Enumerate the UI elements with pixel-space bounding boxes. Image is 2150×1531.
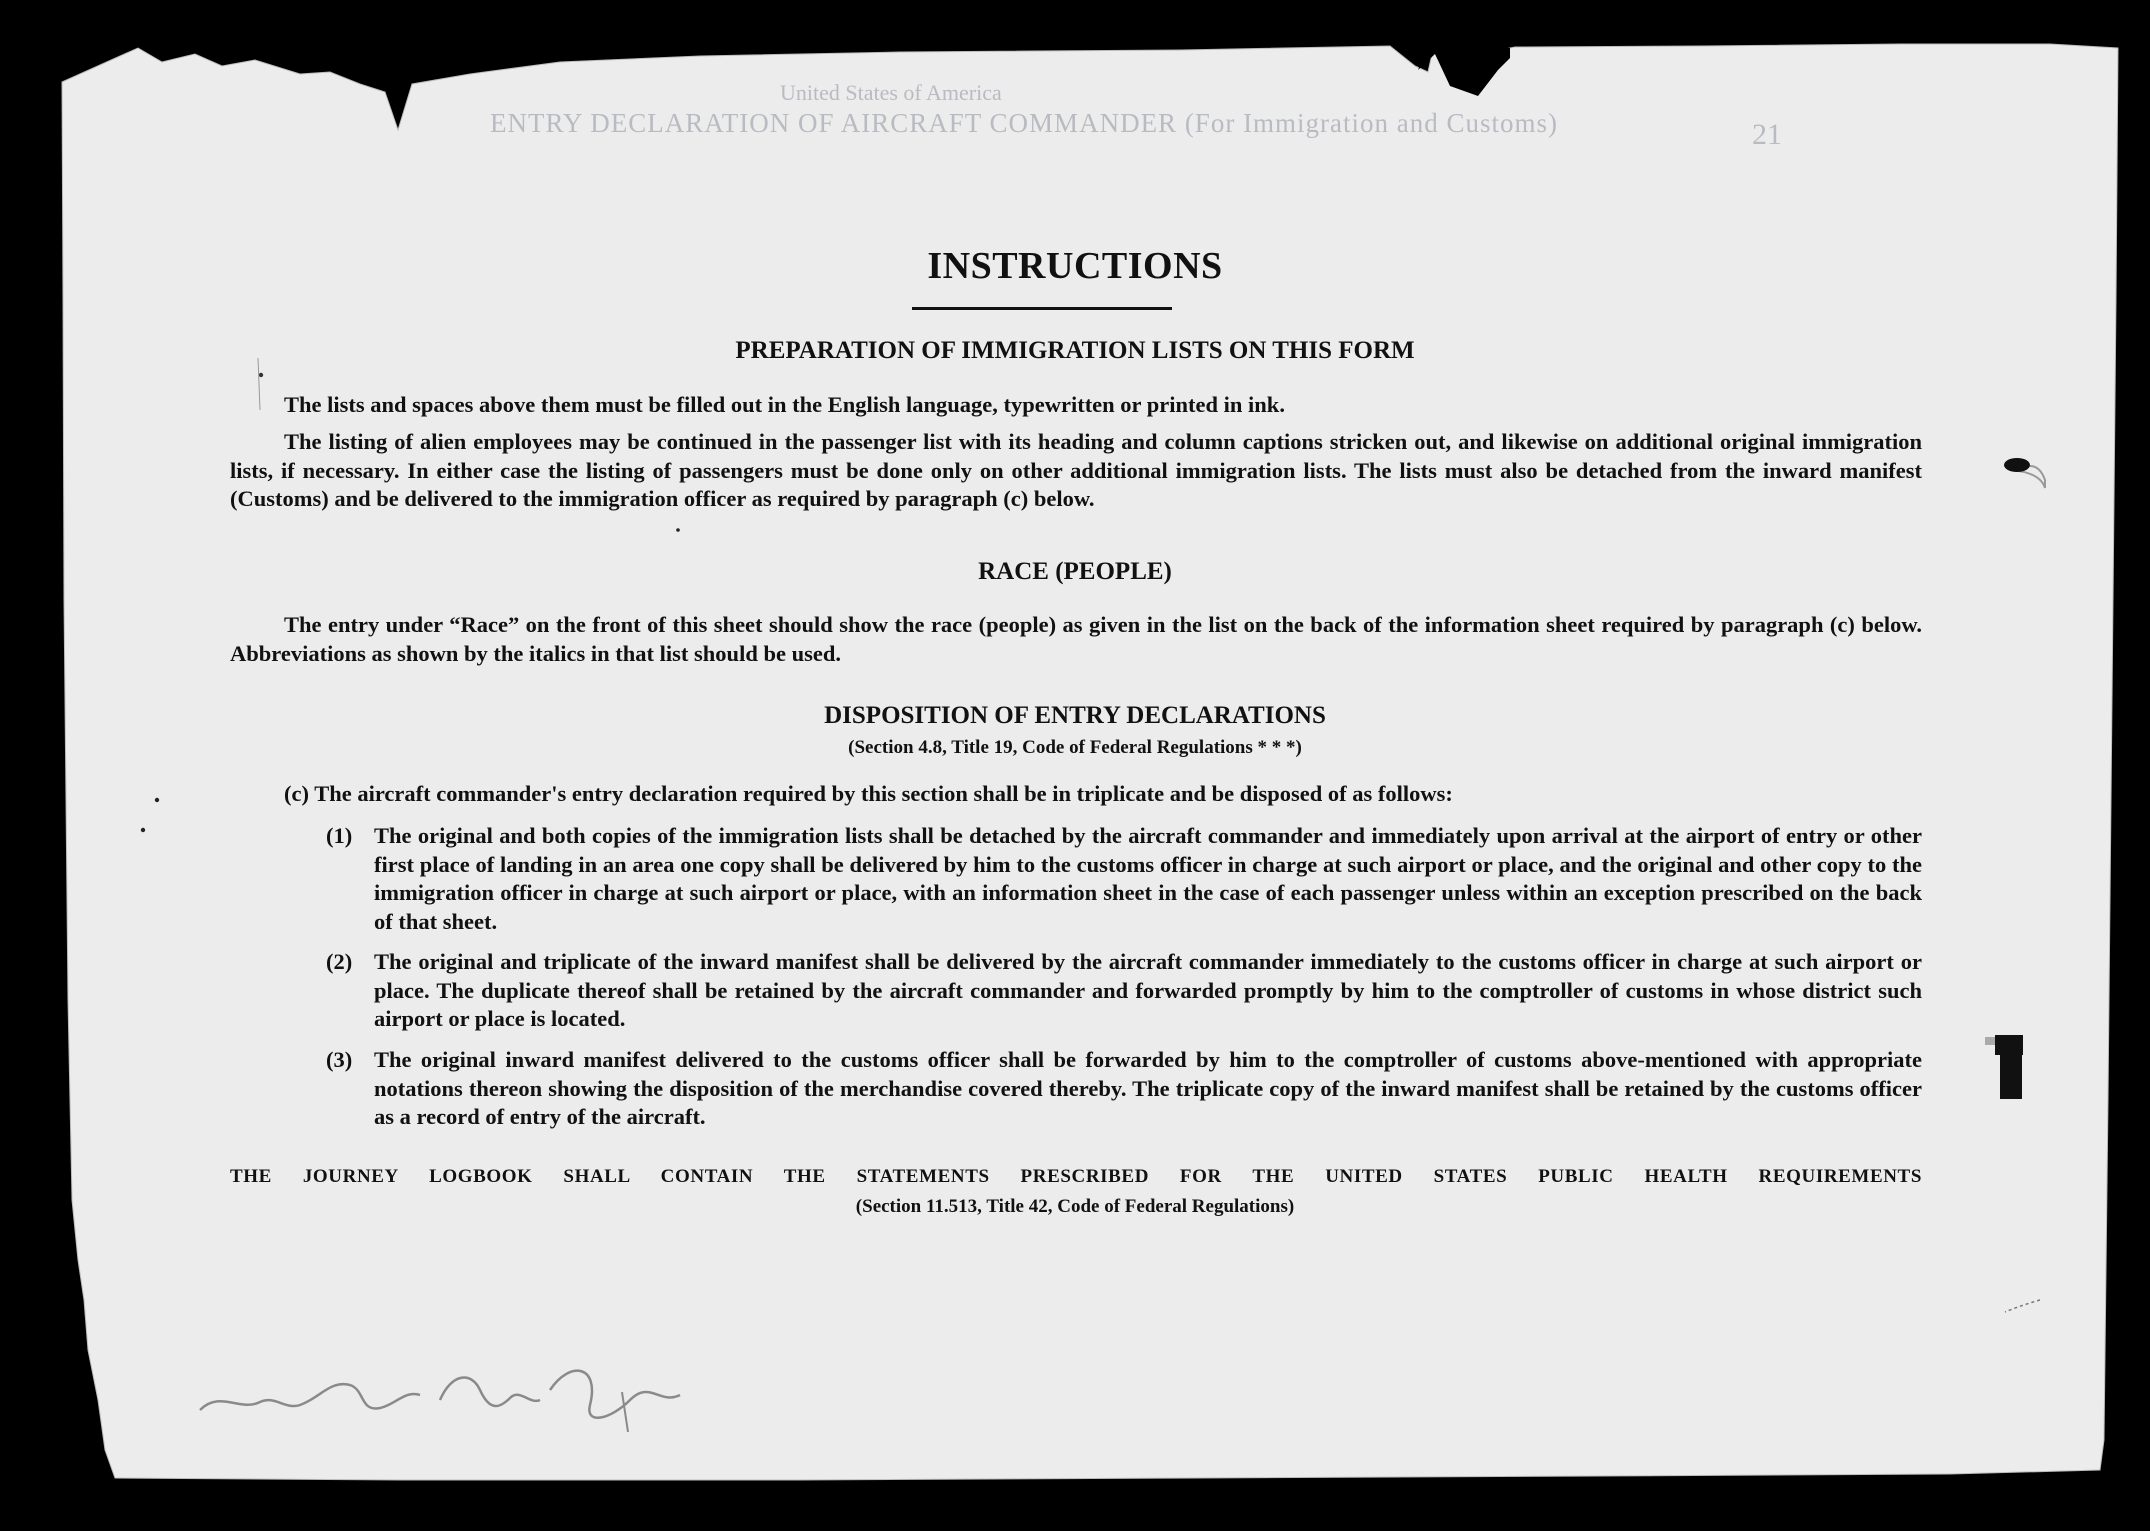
disposition-intro: (c) The aircraft commander's entry declaration required by this section shall be in triplicate and be disposed of as follows: <box>284 781 1453 806</box>
disposition-item <box>326 822 1922 936</box>
race-heading: RACE (PEOPLE) <box>978 558 1172 585</box>
document-title: INSTRUCTIONS <box>927 245 1223 287</box>
item-number: (2) <box>326 949 353 974</box>
item-text: The original and triplicate of the inward manifest shall be delivered by the aircraft commander immediately to the customs officer in charge at such airport or place. The duplicate thereof shall be retained by the aircraft commander and forwarded promptly by him to the comptroller of customs in whose district such airport or place is located. <box>374 949 1922 1031</box>
disposition-item <box>326 948 1922 1034</box>
bleed-through-country: United States of America <box>780 80 1002 105</box>
item-text: The original inward manifest delivered to the customs officer shall be forwarded by him to the comptroller of customs above-mentioned with appropriate notations thereon showing the disposition of the merchandise covered thereby. The triplicate copy of the inward manifest shall be retained by the customs officer as a record of entry of the aircraft. <box>374 1047 1922 1129</box>
item-number: (1) <box>326 823 353 848</box>
handwritten-signature <box>190 1350 710 1440</box>
disposition-heading: DISPOSITION OF ENTRY DECLARATIONS <box>824 702 1326 729</box>
disposition-item <box>326 1046 1922 1132</box>
immigration-lists-heading: PREPARATION OF IMMIGRATION LISTS ON THIS FORM <box>735 337 1415 364</box>
race-paragraph: The entry under “Race” on the front of this sheet should show the race (people) as given in the list on the back of the information sheet required by paragraph (c) below. Abbreviations as shown by the italics in that list should be used. <box>230 612 1922 666</box>
immigration-lists-paragraph-2: The listing of alien employees may be continued in the passenger list with its heading and column captions stricken out, and likewise on additional original immigration lists, if necessary. In either case the listing of passengers must be done only on other additional immigration lists. The lists must also be detached from the inward manifest (Customs) and be delivered to the immigration officer as required by paragraph (c) below. <box>230 429 1922 511</box>
title-underline <box>912 307 1172 310</box>
bleed-through-form-title: ENTRY DECLARATION OF AIRCRAFT COMMANDER (For Immigration and Customs) <box>490 108 1559 138</box>
footer-health-requirements: THE JOURNEY LOGBOOK SHALL CONTAIN THE STATEMENTS PRESCRIBED FOR THE UNITED STATES PUBLIC HEALTH REQUIREMENTS <box>230 1166 1922 1187</box>
bleed-through-page-number: 21 <box>1752 118 1782 151</box>
item-number: (3) <box>326 1047 353 1072</box>
footer-citation: (Section 11.513, Title 42, Code of Federal Regulations) <box>855 1196 1295 1217</box>
immigration-lists-paragraph-1: The lists and spaces above them must be filled out in the English language, typewritten or printed in ink. <box>284 392 1285 417</box>
disposition-citation: (Section 4.8, Title 19, Code of Federal Regulations * * *) <box>848 737 1302 758</box>
item-text: The original and both copies of the immigration lists shall be detached by the aircraft commander and immediately upon arrival at the airport of entry or other first place of landing in an area one copy shall be delivered by him to the customs officer in charge at such airport or place, and the original and other copy to the immigration officer in charge at such airport or place, with an information sheet in the case of each passenger unless within an exception prescribed on the back of that sheet. <box>374 823 1922 934</box>
